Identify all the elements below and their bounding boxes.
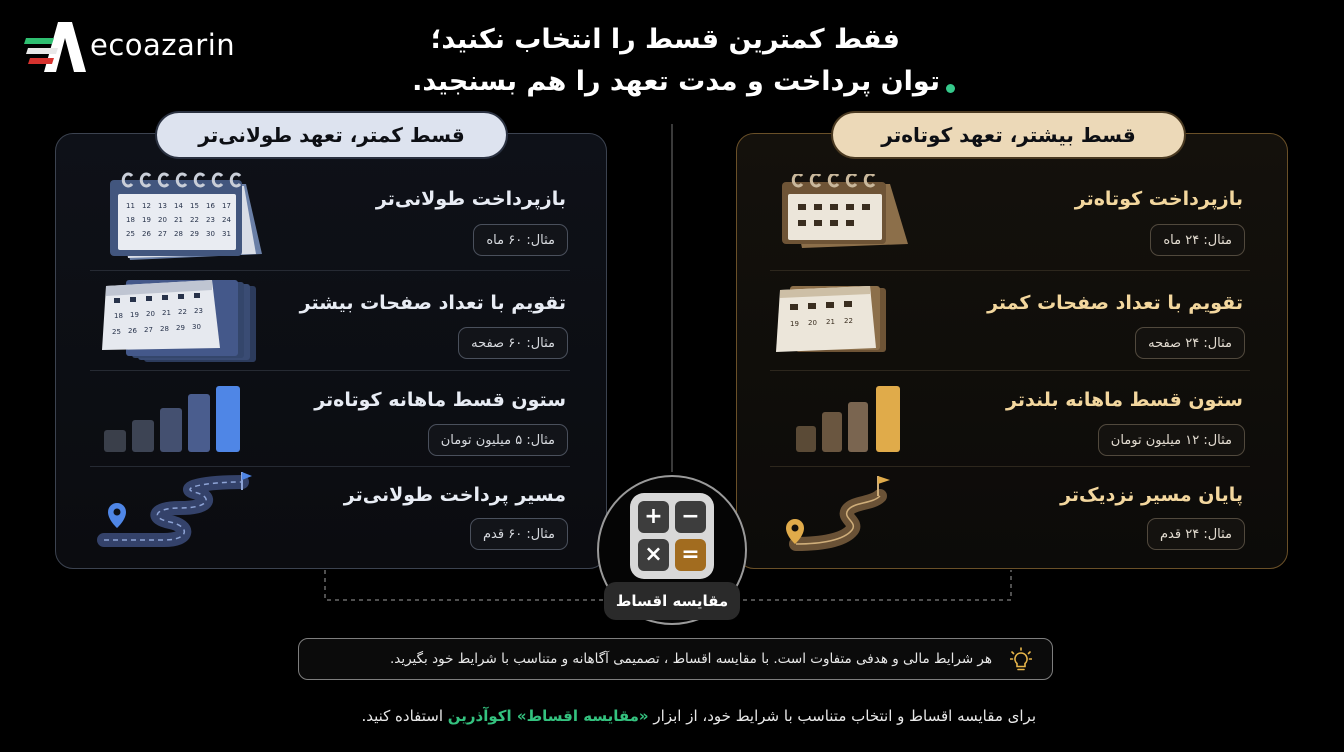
minus-key: − [675,501,706,533]
footer-prefix: برای مقایسه اقساط و انتخاب متناسب با شرایط خود، از ابزار [648,707,1036,725]
left-row-2-example: مثال: ۶۰ صفحه [458,327,568,359]
left-row-separator [90,270,570,271]
left-row-1-example: مثال: ۶۰ ماه [473,224,568,256]
svg-text:22: 22 [844,317,853,325]
svg-text:27: 27 [144,326,153,334]
calendar-icon [106,172,270,268]
calendar-stack-icon [100,276,260,368]
svg-text:27: 27 [158,230,167,238]
right-row-2-title: تقویم با تعداد صفحات کمتر [987,292,1243,314]
headline-bullet-dot [946,84,955,93]
svg-text:22: 22 [190,216,199,224]
left-row-4-title: مسیر پرداخت طولانی‌تر [343,484,566,506]
lightbulb-icon [1010,647,1032,673]
brand-name: ecoazarin [90,28,236,62]
svg-text:30: 30 [192,323,201,331]
svg-text:15: 15 [190,202,199,210]
svg-text:16: 16 [206,202,215,210]
headline-line-1: فقط کمترین قسط را انتخاب نکنید؛ [430,24,900,55]
tip-note-text: هر شرایط مالی و هدفی متفاوت است. با مقایسه اقساط ، تصمیمی آگاهانه و متناسب با شرایط خود بگیرید. [389,651,992,667]
svg-text:20: 20 [158,216,167,224]
left-row-4-example: مثال: ۶۰ قدم [470,518,568,550]
short-road-icon [782,472,898,552]
left-row-separator [90,370,570,371]
brand-logo-mark-icon [24,16,88,76]
right-row-3-title: ستون قسط ماهانه بلندتر [1006,389,1243,411]
svg-text:25: 25 [126,230,135,238]
svg-text:29: 29 [190,230,199,238]
svg-text:21: 21 [162,309,171,317]
left-row-1-title: بازپرداخت طولانی‌تر [375,188,566,210]
bar-chart-icon [104,384,244,454]
svg-text:23: 23 [194,307,203,315]
svg-text:14: 14 [174,202,183,210]
svg-text:11: 11 [126,202,135,210]
multiply-key: × [638,539,669,571]
svg-text:23: 23 [206,216,215,224]
right-row-4-title: پایان مسیر نزدیک‌تر [1060,484,1243,506]
svg-text:22: 22 [178,308,187,316]
svg-text:21: 21 [826,318,835,326]
calculator-icon[interactable] [630,493,714,579]
svg-text:28: 28 [160,325,169,333]
svg-text:31: 31 [222,230,231,238]
footer-text [361,707,1036,725]
right-row-separator [770,466,1250,467]
svg-text:12: 12 [142,202,151,210]
svg-text:19: 19 [130,311,139,319]
svg-text:21: 21 [174,216,183,224]
brand-logo[interactable] [24,16,244,76]
equals-key: = [675,539,706,571]
calendar-icon [778,174,914,250]
plus-key: + [638,501,669,533]
svg-text:30: 30 [206,230,215,238]
tip-note [298,638,1053,680]
right-row-1-example: مثال: ۲۴ ماه [1150,224,1245,256]
footer-suffix: استفاده کنید. [361,707,448,725]
svg-text:26: 26 [142,230,151,238]
left-panel-title: قسط کمتر، تعهد طولانی‌تر [157,113,506,157]
compare-installments-label[interactable]: مقایسه اقساط [604,582,740,620]
right-panel-title: قسط بیشتر، تعهد کوتاه‌تر [833,113,1184,157]
center-divider [671,124,673,472]
svg-text:13: 13 [158,202,167,210]
right-row-separator [770,270,1250,271]
svg-text:18: 18 [126,216,135,224]
right-row-separator [770,370,1250,371]
right-row-2-example: مثال: ۲۴ صفحه [1135,327,1245,359]
left-row-separator [90,466,570,467]
left-row-3-example: مثال: ۵ میلیون تومان [428,424,568,456]
svg-text:20: 20 [808,319,817,327]
left-row-3-title: ستون قسط ماهانه کوتاه‌تر [314,389,566,411]
left-row-2-title: تقویم با تعداد صفحات بیشتر [299,292,566,314]
svg-text:25: 25 [112,328,121,336]
right-row-3-example: مثال: ۱۲ میلیون تومان [1098,424,1245,456]
calendar-stack-icon [774,282,890,358]
svg-text:19: 19 [142,216,151,224]
right-row-4-example: مثال: ۲۴ قدم [1147,518,1245,550]
svg-text:28: 28 [174,230,183,238]
svg-text:26: 26 [128,327,137,335]
svg-text:20: 20 [146,310,155,318]
bar-chart-icon [796,384,904,454]
headline-line-2: توان پرداخت و مدت تعهد را هم بسنجید. [412,66,940,97]
footer-tool-link[interactable]: «مقایسه اقساط» اکوآذرین [447,707,649,725]
svg-text:17: 17 [222,202,231,210]
svg-text:29: 29 [176,324,185,332]
svg-text:19: 19 [790,320,799,328]
winding-road-icon [94,470,254,550]
svg-text:18: 18 [114,312,123,320]
svg-text:24: 24 [222,216,231,224]
right-row-1-title: بازپرداخت کوتاه‌تر [1074,188,1243,210]
